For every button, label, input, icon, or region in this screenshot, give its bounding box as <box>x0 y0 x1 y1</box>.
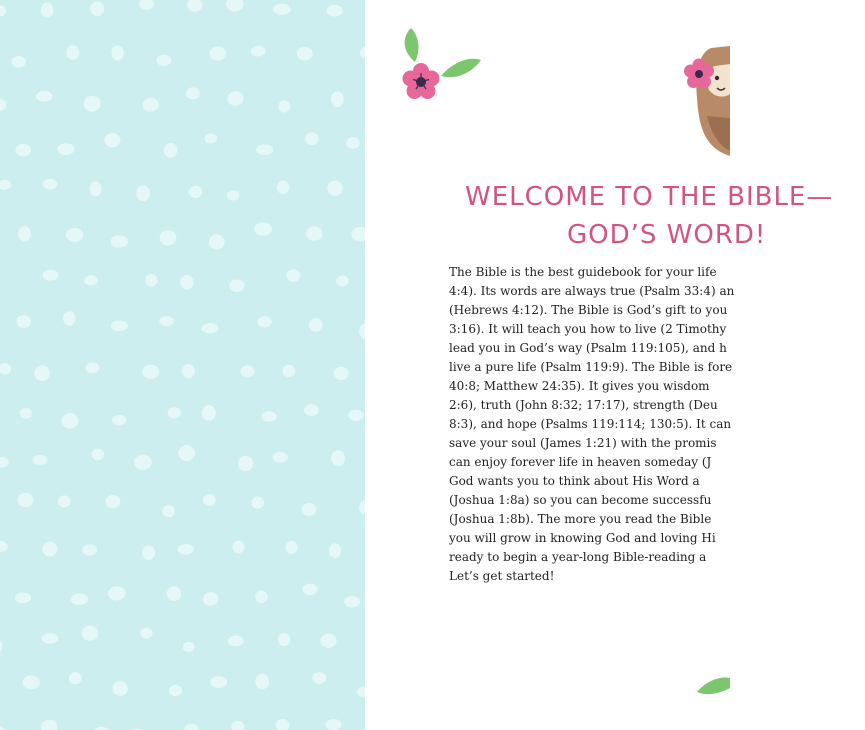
polka-dot <box>303 584 318 595</box>
polka-dot <box>111 320 128 331</box>
polka-dot <box>346 137 359 149</box>
polka-dot <box>305 132 319 145</box>
polka-dot <box>254 222 272 235</box>
polka-dot <box>58 495 71 507</box>
flower-icon <box>403 63 440 99</box>
polka-dot <box>66 228 83 242</box>
polka-dot <box>33 455 48 465</box>
polka-dot <box>159 316 173 326</box>
sloth-illustration <box>681 38 730 168</box>
left-page-pattern <box>0 0 365 730</box>
paragraph-line: Let’s get started! <box>449 569 555 583</box>
page-title-line-2: GOD’S WORD! <box>567 220 767 250</box>
polka-dot <box>177 544 194 554</box>
paragraph-line: (Joshua 1:8a) so you can become successfu <box>449 493 712 507</box>
polka-dot <box>187 0 202 12</box>
polka-dot <box>0 457 9 468</box>
polka-dot <box>203 592 218 606</box>
polka-dot <box>283 365 296 377</box>
polka-dot <box>209 47 226 61</box>
polka-dot <box>277 181 289 195</box>
polka-dot <box>15 144 31 157</box>
polka-dot <box>111 45 123 61</box>
paragraph-line: you will grow in knowing God and loving Hi <box>449 531 716 545</box>
flower-decoration <box>397 22 487 107</box>
polka-dot <box>85 362 99 373</box>
polka-dot <box>182 364 195 378</box>
polka-dot <box>304 404 319 416</box>
polka-dot <box>62 413 79 429</box>
polka-dot <box>278 100 290 112</box>
paragraph-line: (Hebrews 4:12). The Bible is God’s gift to you <box>449 303 728 317</box>
polka-dot <box>312 672 326 684</box>
polka-dot <box>140 628 152 639</box>
paragraph-line: God wants you to think about His Word a <box>449 474 700 488</box>
polka-dot <box>309 318 322 332</box>
polka-dot <box>104 133 120 147</box>
polka-dot <box>334 367 349 380</box>
polka-dot <box>168 407 181 418</box>
polka-dot <box>178 445 195 461</box>
page-title <box>465 178 865 254</box>
polka-dot <box>134 455 152 470</box>
paragraph-line: The Bible is the best guidebook for your life <box>449 265 717 279</box>
polka-dot <box>43 270 59 281</box>
polka-dot <box>327 181 342 196</box>
paragraph-line: 2:6), truth (John 8:32; 17:17), strength (Deu <box>449 398 718 412</box>
polka-dot <box>231 721 244 730</box>
polka-dot <box>57 143 74 155</box>
polka-dot <box>336 276 349 287</box>
polka-dot <box>278 633 291 646</box>
polka-dot <box>228 636 244 647</box>
polka-dot <box>105 495 120 508</box>
polka-dot <box>205 133 217 143</box>
polka-dot <box>0 639 3 653</box>
polka-dot <box>180 275 193 289</box>
polka-dot <box>84 96 101 112</box>
polka-dot <box>43 179 57 190</box>
paragraph-line: 40:8; Matthew 24:35). It gives you wisdom <box>449 379 710 393</box>
polka-dot <box>145 274 157 286</box>
leaf-icon <box>697 678 730 695</box>
polka-dot <box>160 230 177 245</box>
polka-dot <box>156 55 171 66</box>
polka-dot <box>273 452 289 462</box>
page-title-line-1: WELCOME TO THE BIBLE— <box>465 182 834 212</box>
polka-dot <box>42 541 57 556</box>
paragraph-line: 4:4). Its words are always true (Psalm 33:4) an <box>449 284 735 298</box>
paragraph-line: (Joshua 1:8b). The more you read the Bible <box>449 512 712 526</box>
leaf-icon <box>405 28 419 62</box>
polka-dot <box>108 586 125 600</box>
polka-dot <box>320 634 336 648</box>
polka-dot <box>227 190 239 200</box>
paragraph-line: 3:16). It will teach you how to live (2 Timothy <box>449 322 727 336</box>
polka-dot <box>82 544 97 555</box>
polka-dot <box>84 275 98 285</box>
paragraph-line: ready to begin a year-long Bible-reading a <box>449 550 707 564</box>
polka-dot <box>91 2 105 17</box>
leaf-icon <box>441 59 481 77</box>
polka-dot <box>71 594 89 605</box>
polka-dot <box>251 46 266 57</box>
polka-dot <box>202 405 216 421</box>
leaf-decoration <box>695 670 730 700</box>
polka-dot <box>111 235 128 247</box>
polka-dot <box>344 596 360 607</box>
polka-dot <box>142 365 159 379</box>
polka-dot <box>69 672 82 684</box>
polka-dot <box>186 87 200 99</box>
polka-dot <box>201 323 218 333</box>
polka-dot <box>255 591 268 604</box>
polka-dot <box>286 541 298 554</box>
polka-dot <box>143 98 159 112</box>
polka-dot <box>0 726 5 730</box>
polka-dot-pattern <box>0 0 365 730</box>
polka-dot <box>112 681 127 696</box>
polka-dot <box>229 280 245 292</box>
polka-dot <box>11 56 26 67</box>
polka-dot <box>162 505 175 517</box>
polka-dot <box>261 411 276 421</box>
polka-dot <box>273 4 291 15</box>
polka-dot <box>41 3 53 18</box>
polka-dot <box>15 593 32 604</box>
polka-dot <box>34 365 50 381</box>
polka-dot <box>297 47 313 61</box>
polka-dot <box>240 366 254 378</box>
polka-dot <box>329 543 341 558</box>
paragraph-line: lead you in God’s way (Psalm 119:105), and h <box>449 341 727 355</box>
welcome-paragraph <box>449 263 849 586</box>
polka-dot <box>18 226 31 241</box>
right-page <box>365 0 834 730</box>
polka-dot <box>36 91 52 102</box>
paragraph-line: save your soul (James 1:21) with the promis <box>449 436 717 450</box>
polka-dot <box>256 144 273 155</box>
polka-dot <box>209 234 225 249</box>
polka-dot <box>136 186 150 202</box>
polka-dot <box>258 316 272 327</box>
polka-dot <box>325 719 341 730</box>
polka-dot <box>327 5 343 17</box>
polka-dot <box>302 503 317 516</box>
polka-dot <box>112 415 127 426</box>
polka-dot <box>82 626 98 641</box>
polka-dot <box>41 720 58 730</box>
polka-dot <box>164 143 177 158</box>
polka-dot <box>286 269 300 282</box>
polka-dot <box>0 363 11 374</box>
polka-dot <box>348 410 363 421</box>
polka-dot <box>232 541 244 554</box>
polka-dot <box>210 676 227 688</box>
polka-dot <box>184 724 198 730</box>
paragraph-line: can enjoy forever life in heaven someday (J <box>449 455 712 469</box>
polka-dot <box>0 5 6 16</box>
paragraph-line: live a pure life (Psalm 119:9). The Bible is fore <box>449 360 733 374</box>
polka-dot <box>169 685 182 696</box>
polka-dot <box>255 674 269 690</box>
polka-dot <box>63 311 75 325</box>
polka-dot <box>0 180 11 190</box>
polka-dot <box>251 496 264 508</box>
polka-dot <box>20 408 33 419</box>
polka-dot <box>92 449 105 461</box>
polka-dot <box>17 315 31 328</box>
polka-dot <box>139 0 154 10</box>
polka-dot <box>183 642 195 652</box>
polka-dot <box>90 182 102 197</box>
polka-dot <box>227 91 243 105</box>
polka-dot <box>331 91 344 107</box>
polka-dot <box>42 633 59 644</box>
polka-dot <box>189 186 203 198</box>
polka-dot <box>18 493 34 507</box>
polka-dot <box>203 494 216 506</box>
polka-dot <box>0 98 6 111</box>
polka-dot <box>142 546 155 560</box>
polka-dot <box>238 456 253 471</box>
polka-dot <box>276 719 290 730</box>
polka-dot <box>0 541 8 553</box>
polka-dot <box>306 226 323 241</box>
polka-dot <box>66 45 79 60</box>
polka-dot <box>331 450 345 466</box>
polka-dot <box>23 675 40 689</box>
polka-dot <box>167 586 181 601</box>
paragraph-line: 8:3), and hope (Psalms 119:114; 130:5). It can <box>449 417 732 431</box>
polka-dot <box>226 0 244 12</box>
